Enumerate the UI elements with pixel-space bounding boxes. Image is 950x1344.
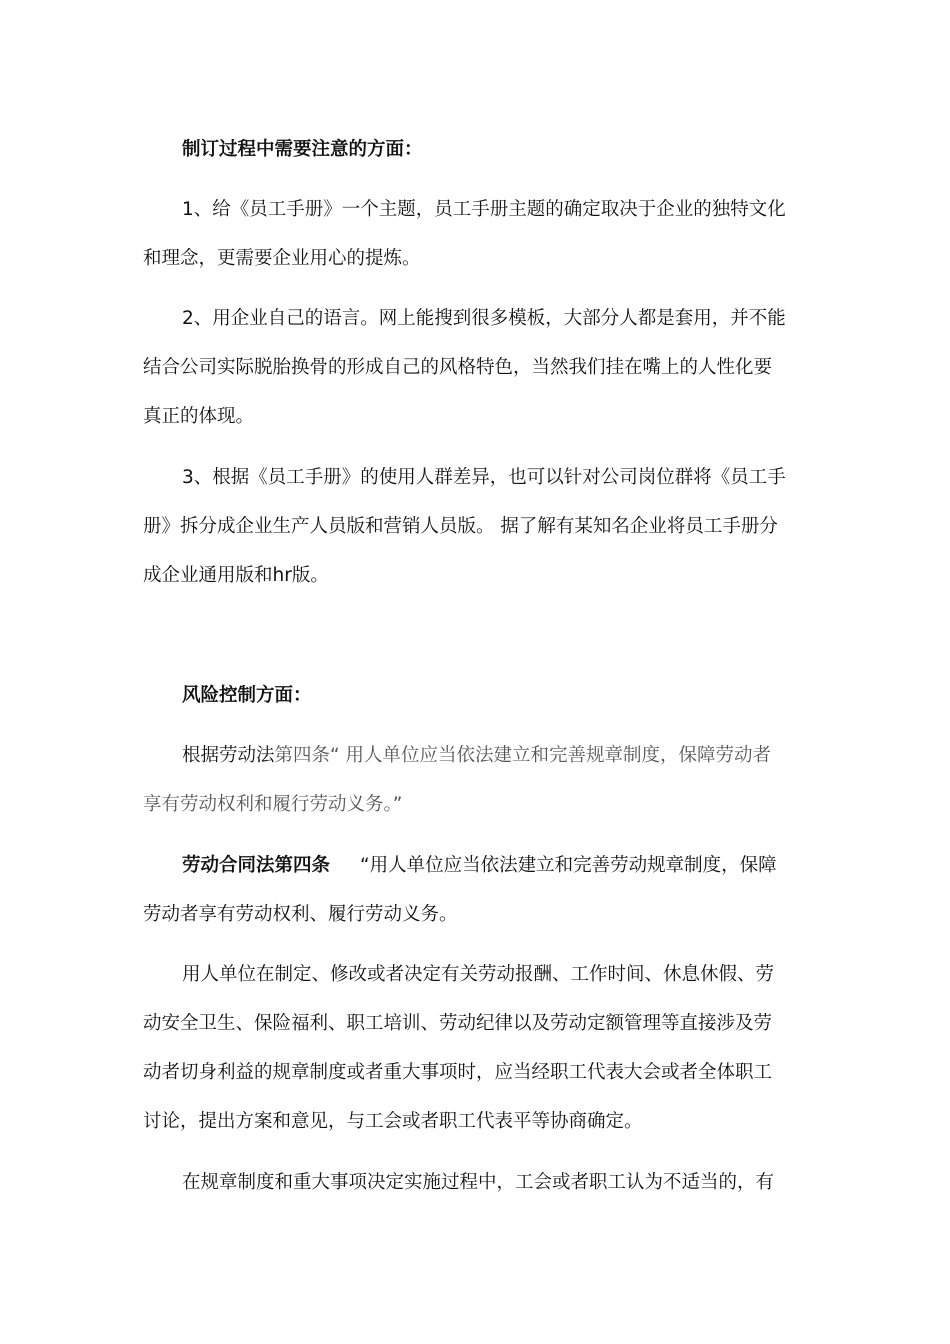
item-3-line-3: 成企业通用版和hr版。 [143, 565, 329, 586]
item-3-line-1: 3、根据《员工手册》的使用人群差异，也可以针对公司岗位群将《员工手 [182, 467, 786, 488]
employer-para-line-1: 用人单位在制定、修改或者决定有关劳动报酬、工作时间、休息休假、劳 [182, 964, 775, 985]
item-2-line-1: 2、用企业自己的语言。网上能搜到很多模板，大部分人都是套用，并不能 [182, 308, 786, 329]
labor-law-prefix: 根据劳动法 [182, 745, 275, 766]
item-2-line-2: 结合公司实际脱胎换骨的形成自己的风格特色，当然我们挂在嘴上的人性化要 [143, 357, 773, 378]
employer-para-line-2: 动安全卫生、保险福利、职工培训、劳动纪律以及劳动定额管理等直接涉及劳 [143, 1013, 773, 1034]
employer-para-line-4: 讨论，提出方案和意见，与工会或者职工代表平等协商确定。 [143, 1111, 643, 1132]
item-1-line-2: 和理念，更需要企业用心的提炼。 [143, 248, 421, 269]
labor-law-line-2: 享有劳动权利和履行劳动义务。” [143, 794, 403, 815]
employer-para-line-3: 动者切身利益的规章制度或者重大事项时，应当经职工代表大会或者全体职工 [143, 1062, 773, 1083]
contract-law-line-2: 劳动者享有劳动权利、履行劳动义务。 [143, 904, 458, 925]
item-3-line-2: 册》拆分成企业生产人员版和营销人员版。 据了解有某知名企业将员工手册分 [143, 516, 778, 537]
item-1-line-1: 1、给《员工手册》一个主题，员工手册主题的确定取决于企业的独特文化 [182, 199, 786, 220]
labor-law-line-1 [182, 743, 813, 769]
labor-law-quote: 第四条“ 用人单位应当依法建立和完善规章制度，保障劳动者 [274, 745, 771, 766]
section-heading-risk: 风险控制方面： [182, 685, 312, 706]
implementation-para-line-1: 在规章制度和重大事项决定实施过程中，工会或者职工认为不适当的，有 [182, 1172, 775, 1193]
contract-law-line-1 [182, 853, 813, 879]
contract-law-title: 劳动合同法第四条 [182, 855, 331, 876]
item-2-line-3: 真正的体现。 [143, 406, 255, 427]
section-heading-notes: 制订过程中需要注意的方面： [182, 139, 423, 160]
contract-law-quote: “用人单位应当依法建立和完善劳动规章制度，保障 [360, 855, 777, 876]
